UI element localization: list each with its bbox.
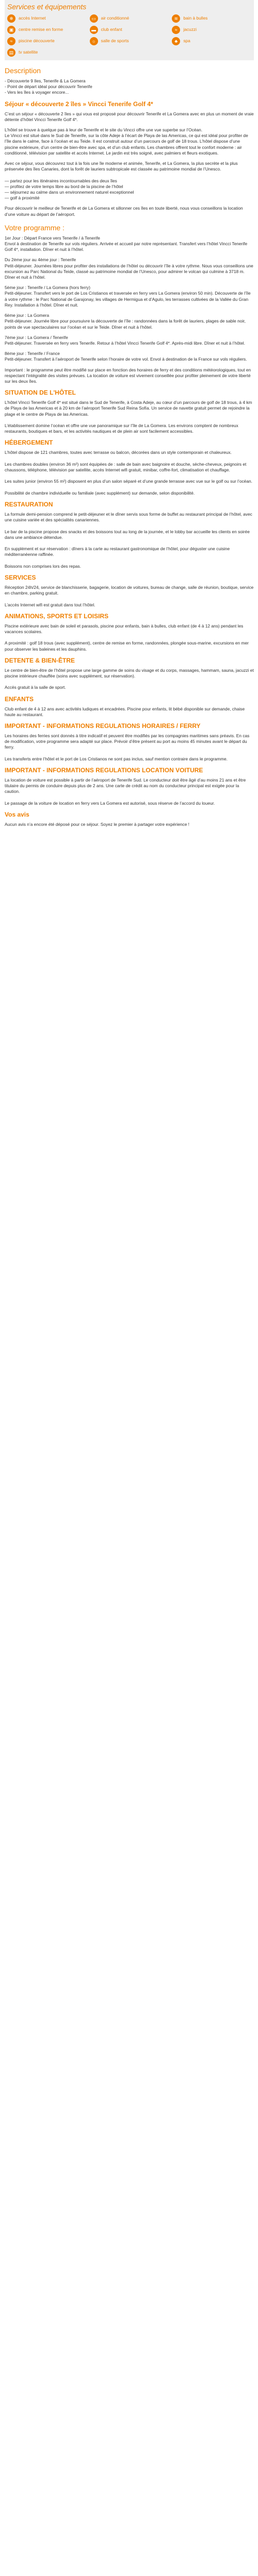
situation-text: L’hôtel Vincci Tenerife Golf 4* est situé dans le Sud de Tenerife, à Costa Adeje, au cœur d’un parcours de golf de 18 trous, à 4 km de Playa de las Americas et à 20 km de l’aéroport Tenerife Sud Reina Sofía. Un service de navette gratuit permet de rejoindre la plage et le centre de Playa de las Americas. L’établissement domine l’océan et offre une vue panoramique sur l’île de La Gomera. Les environs comptent de nombreux restaurants, boutiques et bars, et les activités nautiques et de plein air sont facilement accessibles. [5, 400, 252, 434]
services-text-title: SERVICES [5, 574, 36, 581]
programme-days [5, 235, 254, 363]
programme-day: 7ème jour : La Gomera / Tenerife Petit-déjeuner. Traversée en ferry vers Tenerife. Retour à l’hôtel Vincci Tenerife Golf 4*. Après-midi libre. Dîner et nuit à l’hôtel. [5, 334, 245, 346]
important-voiture-text: La location de voiture est possible à partir de l’aéroport de Tenerife Sud. Le conducteur doit être âgé d’au moins 21 ans et être titulaire du permis de conduire depuis plus de 2 ans. Une carte de crédit au nom du conducteur principal est exigée pour la caution. Le passage de la voiture de location en ferry vers La Gomera est autorisé, sous réserve de l’accord du loueur. [5, 777, 246, 806]
service-label: air conditionné [101, 15, 130, 21]
situation-title: SITUATION DE L'HÔTEL [5, 389, 76, 397]
vault-icon: ▤ [7, 48, 15, 57]
important-voiture-title: IMPORTANT - INFORMATIONS REGULATIONS LOCATION VOITURE [5, 767, 203, 774]
service-item [7, 36, 87, 46]
service-item [172, 36, 251, 46]
programme-day: 6ème jour : La Gomera Petit-déjeuner. Journée libre pour poursuivre la découverte de l’île : randonnées dans la forêt de lauriers, plages de sable noir, points de vue spectaculaires sur l’océan et sur le Teide. Dîner et nuit à l’hôtel. [5, 313, 246, 330]
hebergement-title: HÉBERGEMENT [5, 439, 53, 447]
programme-day: Du 2ème jour au 4ème jour : Tenerife Petit-déjeuner. Journées libres pour profiter des installations de l’hôtel ou découvrir l’île à votre rythme. Nous vous conseillons une excursion au Parc National du Teide, classé au patrimoine mondial de l’Unesco, pour admirer le volcan qui culmine à 3718 m. Dîner et nuit à l’hôtel. [5, 257, 253, 280]
programme-day: 5ème jour : Tenerife / La Gomera (hors ferry) Petit-déjeuner. Transfert vers le port de Los Cristianos et traversée en ferry vers La Gomera (environ 50 min). Découverte de l’île à votre rythme : le Parc National de Garajonay, les villages de Hermigua et d’Agulo, les terrasses cultivées de la Vallée du Gran Rey. Installation à l’hôtel. Dîner et nuit. [5, 285, 251, 308]
leaf-icon: ♣ [172, 37, 180, 45]
service-item [7, 47, 87, 57]
service-label: piscine découverte [19, 38, 55, 43]
programme-day: 1er Jour : Départ France vers Tenerife / à Tenerife Envol à destination de Tenerife sur vols réguliers. Arrivée et accueil par notre représentant. Transfert vers l’hôtel Vincci Tenerife Golf 4*, installation. Dîner et nuit à l’hôtel. [5, 235, 248, 252]
service-label: accès Internet [19, 15, 46, 21]
tv-icon: ▭ [90, 14, 98, 23]
description-paragraph: Avec ce séjour, vous découvrez tout à la fois une île moderne et animée, Tenerife, et La Gomera, la plus secrète et la plus préservée des îles Canaries, dont la forêt de lauriers subtropicale est classée au patrimoine mondial de l’Unesco. — partez pour les itinéraires incontournables des deux îles — profitez de votre temps libre au bord de la piscine de l’hôtel — séjournez au calme dans un environnement naturel exceptionnel — golf à proximité [5, 161, 238, 201]
service-item [172, 25, 251, 35]
snowflake-icon: ❄ [7, 14, 15, 23]
description-intro: - Découverte 9 Iles, Tenerife & La Gomera - Point de départ idéal pour découvrir Tenerife - Vers les îles à voyager encore... [5, 78, 92, 95]
service-item [7, 25, 87, 35]
description-paragraph: L’hôtel se trouve à quelque pas à leur de Tenerife et le site du Vincci offre une vue superbe sur l’Océan. Le Vincci est situé dans le Sud de Tenerife, sur la côte Adeje à l’écart de Playa de las Americas, ce qui est idéal pour profiter de l’île dans le calme, face à l’océan et au Teide. Il est construit autour d’un parcours de golf de 18 trous. L’hôtel dispose d’une piscine extérieure, d’un centre de bien-être avec spa, et d’un club enfants. Les chambres offrent tout le confort moderne : air conditionné, télévision par satellite et accès Internet. Le jardin est très soigné, avec palmiers et fleurs exotiques. [5, 127, 248, 156]
service-label: salle de sports [101, 38, 129, 43]
description-title: Description [5, 66, 41, 75]
service-label: bain à bulles [183, 15, 208, 21]
dumbbell-icon: ▬ [90, 26, 98, 34]
reviews-text: Aucun avis n’a encore été déposé pour ce séjour. Soyez le premier à partager votre expérience ! [5, 822, 190, 827]
service-label: spa [183, 38, 190, 43]
programme-title: Votre programme : [5, 223, 64, 232]
animations-title: ANIMATIONS, SPORTS ET LOISIRS [5, 612, 109, 620]
important-horaires-title: IMPORTANT - INFORMATIONS REGULATIONS HORAIRES / FERRY [5, 722, 201, 730]
important-horaires-text: Les horaires des ferries sont donnés à titre indicatif et peuvent être modifiés par les compagnies maritimes sans préavis. En cas de modification, votre programme sera adapté sur place. Prévoir d’être présent au port au moins 45 minutes avant le départ du ferry. Les transferts entre l’hôtel et le port de Los Cristianos ne sont pas inclus, sauf mention contraire dans le programme. [5, 733, 250, 761]
hebergement-text: L’hôtel dispose de 121 chambres, toutes avec terrasse ou balcon, décorées dans un style contemporain et chaleureux. Les chambres doubles (environ 36 m²) sont équipées de : salle de bain avec baignoire et douche, sèche-cheveux, peignoirs et chaussons, téléphone, télévision par satellite, accès Internet wifi gratuit, minibar, coffre-fort, climatisation et chauffage. Les suites junior (environ 55 m²) disposent en plus d’un salon séparé et d’une grande terrasse avec vue sur le golf ou sur l’océan. Possibilité de chambre individuelle ou familiale (avec supplément) sur demande, selon disponibilité. [5, 450, 252, 496]
pool-icon: ≈ [7, 37, 15, 45]
enfants-text: Club enfant de 4 à 12 ans avec activités ludiques et encadrées. Piscine pour enfants, lit bébé disponible sur demande, chaise haute au restaurant. [5, 706, 245, 717]
restauration-title: RESTAURATION [5, 500, 53, 508]
service-item [90, 36, 169, 46]
stay-title: Séjour « découverte 2 îles » Vincci Tenerife Golf 4* [5, 100, 153, 108]
waves-icon: ≈ [172, 26, 180, 34]
lock-icon: ▣ [7, 26, 15, 34]
service-item [90, 25, 169, 35]
service-label: jacuzzi [183, 26, 197, 32]
service-item [172, 13, 251, 23]
animations-text: Piscine extérieure avec bain de soleil et parasols, piscine pour enfants, bain à bulles, club enfant (de 4 à 12 ans) pendant les vacances scolaires. A proximité : golf 18 trous (avec supplément), centre de remise en forme, randonnées, plongée sous-marine, excursions en mer pour observer les baleines et les dauphins. [5, 623, 249, 652]
services-panel [5, 0, 254, 60]
page [0, 0, 258, 827]
wifi-icon: ≋ [172, 14, 180, 23]
programme-day: 8ème jour : Tenerife / France Petit-déjeuner. Transfert à l’aéroport de Tenerife selon l’horaire de votre vol. Envol à destination de la France sur vols réguliers. [5, 351, 247, 362]
service-label: centre remise en forme [19, 26, 63, 32]
sun-icon: ☼ [90, 37, 98, 45]
service-label: club enfant [101, 26, 122, 32]
services-text: Réception 24h/24, service de blanchisserie, bagagerie, location de voitures, bureau de change, salle de réunion, boutique, service en chambre, parking gratuit. L’accès Internet wifi est gratuit dans tout l’hôtel. [5, 585, 254, 607]
service-item [90, 13, 169, 23]
detente-text: Le centre de bien-être de l’hôtel propose une large gamme de soins du visage et du corps, massages, hammam, sauna, jacuzzi et piscine intérieure chauffée (soins avec supplément, sur réservation). Accès gratuit à la salle de sport. [5, 667, 254, 690]
restauration-text: La formule demi-pension comprend le petit-déjeuner et le dîner servis sous forme de buffet au restaurant principal de l’hôtel, avec une cuisine variée et des spécialités canariennes. Le bar de la piscine propose des snacks et des boissons tout au long de la journée, et le lobby bar accueille les clients en soirée dans une ambiance détendue. En supplément et sur réservation : dîners à la carte au restaurant gastronomique de l’hôtel, pour déguster une cuisine méditerranéenne raffinée. Boissons non comprises lors des repas. [5, 511, 252, 569]
reviews-title: Vos avis [5, 811, 29, 819]
enfants-title: ENFANTS [5, 695, 34, 703]
service-item [7, 13, 87, 23]
service-label: tv satellite [19, 49, 38, 55]
detente-title: DETENTE & BIEN-ÊTRE [5, 656, 75, 664]
services-grid [7, 13, 251, 57]
programme-note: Important : le programme peut être modifié sur place en fonction des horaires de ferry et des conditions météorologiques, tout en respectant l’intégralité des visites prévues. La location de voiture est vivement conseillée pour profiter pleinement de votre liberté sur les deux îles. [5, 367, 251, 384]
services-title: Services et équipements [7, 3, 87, 11]
description-paragraph: C’est un séjour « découverte 2 îles » qui vous est proposé pour découvrir Tenerife et La Gomera avec en plus un moment de vraie détente d’hôtel Vincci Tenerife Golf 4*. [5, 111, 254, 122]
description-paragraph: Pour découvrir le meilleur de Tenerife et de La Gomera et sillonner ces îles en toute liberté, nous vous conseillons la location d’une voiture au départ de l’aéroport. [5, 206, 243, 217]
